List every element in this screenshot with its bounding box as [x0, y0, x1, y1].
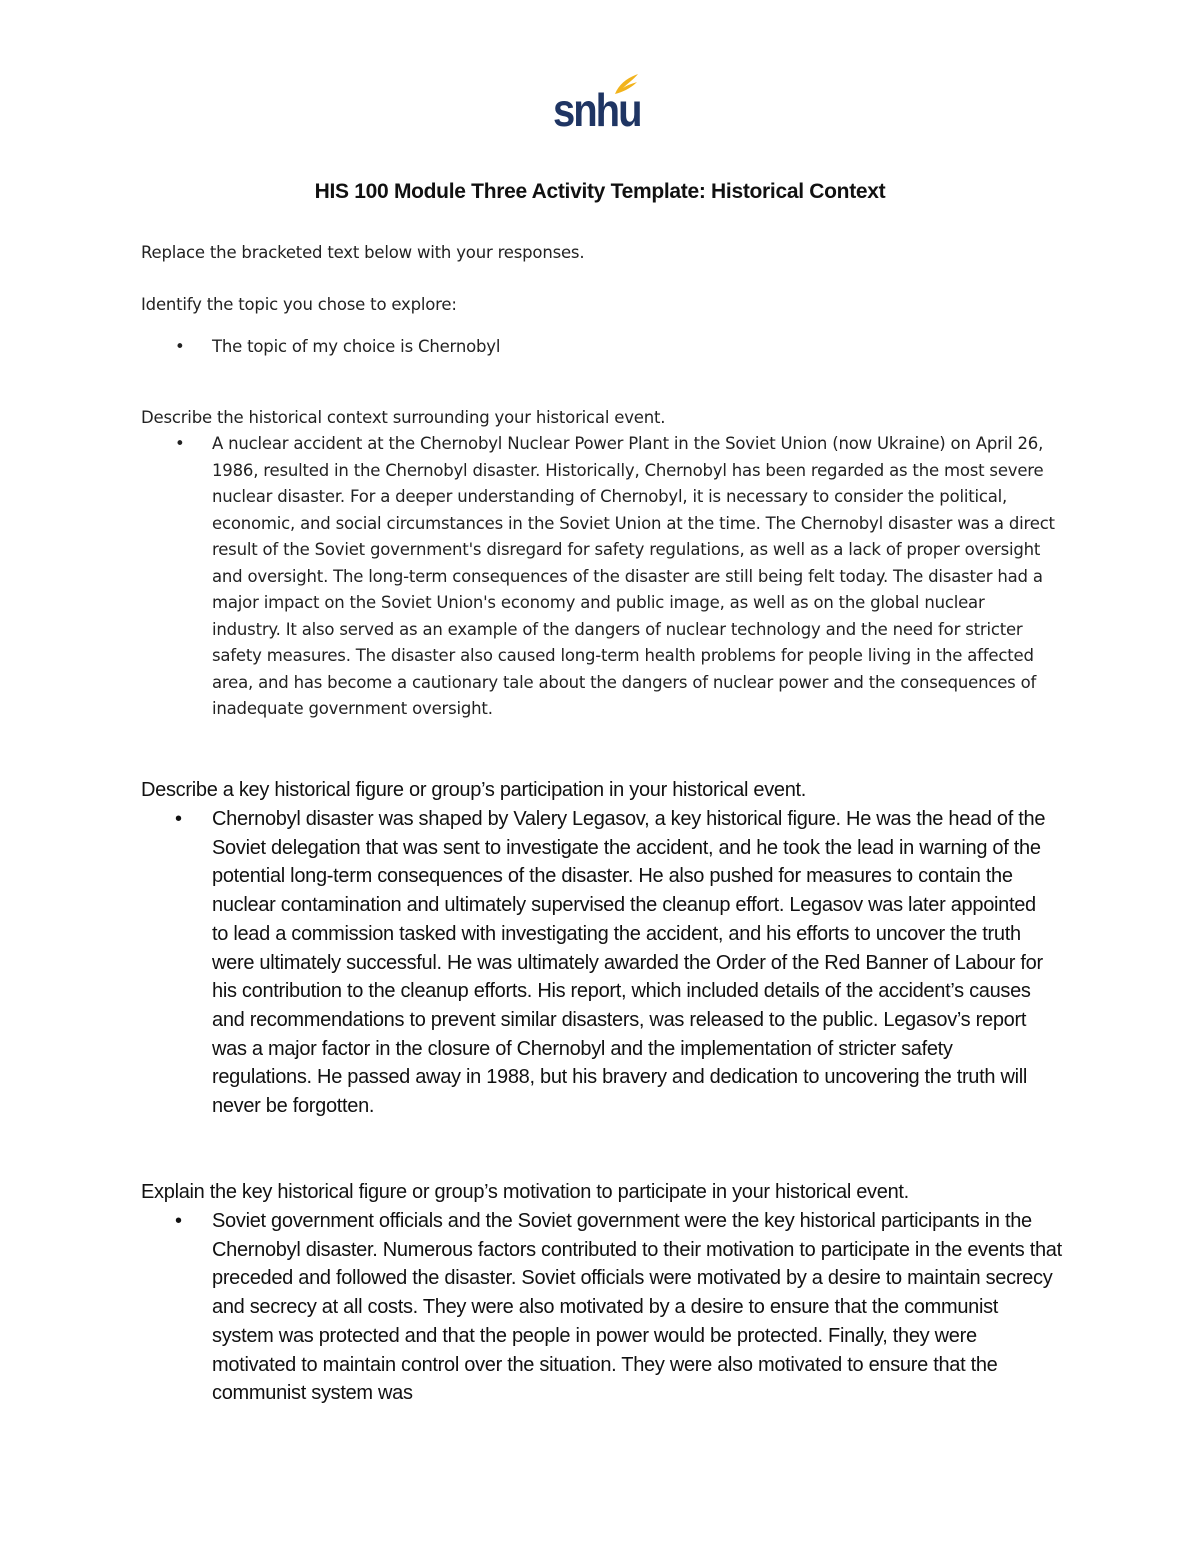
section-prompt-motivation: Explain the key historical figure or group’s motivation to participate in your historical event.: [141, 1181, 909, 1203]
logo-text: snhu: [553, 85, 641, 137]
bullet-icon: •: [175, 434, 185, 453]
response-participation: Chernobyl disaster was shaped by Valery Legasov, a key historical figure. He was the head of the Soviet delegation that was sent to investigate the accident, and he took the lead in warning of the potential long-term consequences of the disaster. He also pushed for measures to contain the nuclear contamination and ultimately supervised the cleanup effort. Legasov was later appointed to lead a commission tasked with investigating the accident, and his efforts to uncover the truth were ultimately successful. He was ultimately awarded the Order of the Red Banner of Labour for his contribution to the cleanup efforts. His report, which included details of the accident’s causes and recommendations to prevent similar disasters, was released to the public. Legasov’s report was a major factor in the closure of Chernobyl and the implementation of stricter safety regulations. He passed away in 1988, but his bravery and dedication to uncovering the truth will never be forgotten.: [212, 808, 1046, 1118]
response-context: A nuclear accident at the Chernobyl Nuclear Power Plant in the Soviet Union (now Ukraine) on April 26, 1986, resulted in the Chernobyl disaster. Historically, Chernobyl has been regarded as the most severe nuclear disaster. For a deeper understanding of Chernobyl, it is necessary to consider the political, economic, and social circumstances in the Soviet Union at the time. The Chernobyl disaster was a direct result of the Soviet government's disregard for safety regulations, as well as a lack of proper oversight and oversight. The long-term consequences of the disaster are still being felt today. The disaster had a major impact on the Soviet Union's economy and public image, as well as on the global nuclear industry. It also served as an example of the dangers of nuclear technology and the need for stricter safety measures. The disaster also caused long-term health problems for people living in the affected area, and has become a cautionary tale about the dangers of nuclear power and the consequences of inadequate government oversight.: [212, 434, 1055, 718]
bullet-icon: •: [175, 808, 182, 830]
section-prompt-context: Describe the historical context surrounding your historical event.: [141, 408, 666, 427]
page-title: HIS 100 Module Three Activity Template: Historical Context: [314, 180, 886, 203]
response-topic: The topic of my choice is Chernobyl: [212, 337, 501, 356]
bullet-icon: •: [175, 337, 185, 356]
response-motivation: Soviet government officials and the Soviet government were the key historical participants in the Chernobyl disaster. Numerous factors contributed to their motivation to participate in the events that preceded and followed the disaster. Soviet officials were motivated by a desire to maintain secrecy and secrecy at all costs. They were also motivated by a desire to ensure that the communist system was protected and that the people in power would be protected. Finally, they were motivated to maintain control over the situation. They were also motivated to ensure that the communist system was: [212, 1210, 1062, 1405]
instruction-text: Replace the bracketed text below with your responses.: [141, 243, 585, 262]
section-prompt-topic: Identify the topic you chose to explore:: [141, 295, 457, 314]
section-prompt-participation: Describe a key historical figure or group’s participation in your historical event.: [141, 779, 807, 801]
flame-icon: [613, 72, 639, 96]
snhu-logo: [553, 72, 643, 137]
bullet-icon: •: [175, 1210, 182, 1232]
